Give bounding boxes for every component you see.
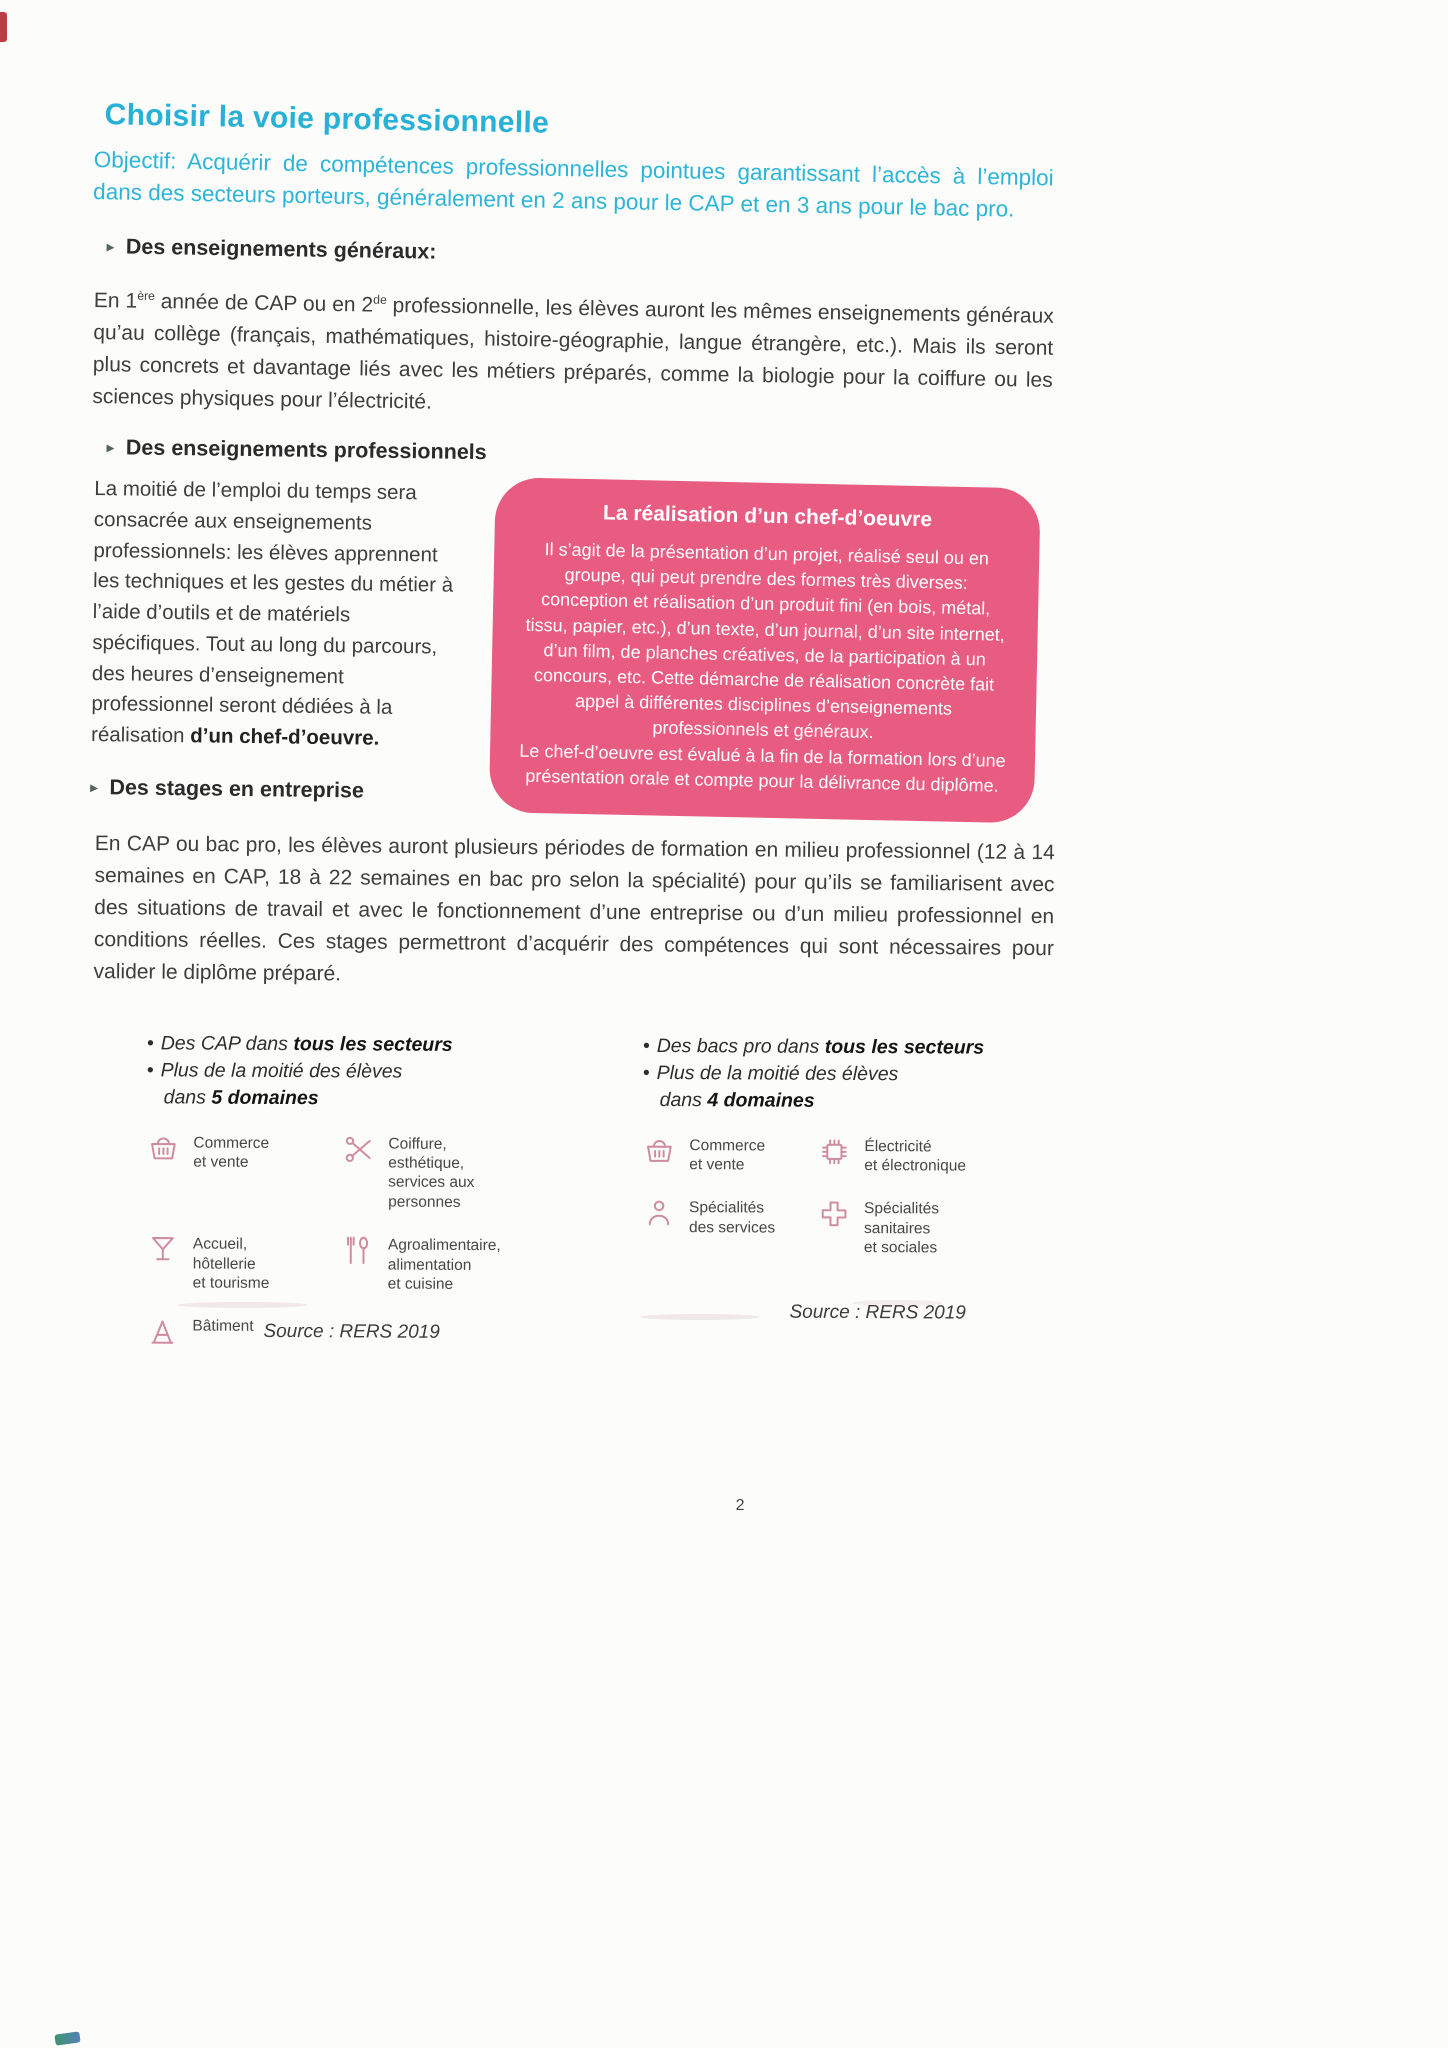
chef-doeuvre-callout <box>489 477 1041 823</box>
bacpro-stats-column <box>641 1033 1043 1347</box>
chip-icon <box>817 1134 851 1168</box>
bullet-dot-icon: • <box>642 1034 650 1057</box>
scan-artifact-teal <box>54 2031 80 2045</box>
bold-run: tous les secteurs <box>293 1032 453 1056</box>
document-header <box>93 98 1055 226</box>
arrow-bullet-icon: ▸ <box>90 778 98 795</box>
scissors-icon <box>341 1132 375 1166</box>
section-heading-text: Des enseignements généraux: <box>125 234 437 264</box>
domain-item-commerce <box>146 1131 341 1212</box>
bullet-dot-icon: • <box>642 1061 650 1084</box>
text-run: Des CAP dans <box>160 1032 294 1055</box>
domain-label: Électricité et électronique <box>864 1137 967 1175</box>
bold-run: d’un chef-d’oeuvre. <box>190 723 380 750</box>
medical-cross-icon <box>817 1197 851 1231</box>
section-enseignements-generaux <box>92 234 1055 429</box>
text-run: Plus de la moitié des élèves <box>160 1059 403 1083</box>
domain-label: Spécialités sanitaires et sociales <box>863 1200 940 1257</box>
cap-stats-column <box>145 1030 587 1345</box>
callout-body-1: Il s’agit de la présentation d’un projet, réalisé seul ou en groupe, qui peut prendre des formes très diverses: conception et réalisation d’un produit fini (en bois, métal, tissu, papier, etc.), d’un texte, d’un journal, d’un site internet, d’un film, de planches créatives, de la participation à un concours, etc. Cette démarche de réalisation concrète fait appel à différentes disciplines d’enseignements professionnels et généraux. <box>525 538 1005 742</box>
cutlery-icon <box>341 1233 375 1267</box>
bullet-line <box>147 1030 587 1059</box>
bullet-line <box>147 1084 587 1113</box>
bacpro-domains-grid <box>642 1133 1043 1258</box>
page-number: 2 <box>735 1497 745 1514</box>
callout-title: La réalisation d’un chef-d’oeuvre <box>602 500 933 531</box>
section-stages-paragraph <box>93 828 1054 997</box>
bold-run: 4 domaines <box>707 1088 815 1112</box>
cap-bullets <box>147 1030 587 1113</box>
domain-item-sanitaire <box>817 1197 1032 1258</box>
section-heading-text: Des enseignements professionnels <box>125 434 487 464</box>
professional-paragraph <box>91 473 465 755</box>
bacpro-bullets <box>643 1033 1043 1116</box>
text-run: professionnelle, les élèves auront les mêmes enseignements généraux qu’au collège (français, mathématiques, histoire-géographie, langue étrangère, etc.). Mais ils seront plus concrets et davantage liés avec les métiers préparés, comme la biologie pour la coiffure ou les sciences physiques pour l’électricité. <box>92 293 1054 414</box>
domain-item-accueil <box>146 1232 341 1293</box>
bullet-line <box>147 1057 587 1086</box>
callout-body-2: Le chef-d’oeuvre est évalué à la fin de la formation lors d’une présentation orale et compte pour la délivrance du diplôme. <box>519 739 1006 795</box>
section-heading-general <box>107 234 1055 275</box>
person-icon <box>642 1196 676 1230</box>
shopping-basket-icon <box>146 1131 180 1165</box>
arrow-bullet-icon: ▸ <box>106 238 114 255</box>
shopping-basket-icon <box>642 1133 676 1167</box>
domain-item-commerce <box>642 1133 817 1175</box>
domain-item-agro <box>341 1233 566 1294</box>
professional-two-column <box>90 473 1054 820</box>
domain-label: Bâtiment <box>192 1317 254 1336</box>
domain-label: Coiffure, esthétique, services aux personnes <box>388 1135 475 1211</box>
bullet-dot-icon: • <box>146 1032 154 1055</box>
document-content <box>90 98 1055 1344</box>
page-title: Choisir la voie professionnelle <box>104 98 550 140</box>
section-heading-stages <box>90 774 460 804</box>
bullet-line <box>643 1087 1043 1116</box>
statistics-section <box>93 1030 1055 1347</box>
domain-label: Commerce et vente <box>193 1134 270 1171</box>
bullet-line <box>643 1060 1043 1089</box>
domain-label: Spécialités des services <box>688 1199 776 1237</box>
source-caption-bacpro: Source : RERS 2019 <box>789 1301 966 1324</box>
stages-paragraph: En CAP ou bac pro, les élèves auront plusieurs périodes de formation en milieu professionnel (12 à 14 semaines en CAP, 18 à 22 semaines en bac pro selon la spécialité) pour qu’ils se familiarisent avec des situations de travail et avec le fonctionnement d’une entreprise ou d’un milieu professionnel en conditions réelles. Ces stages permettront d’acquérir des compétences qui sont nécessaires pour valider le diplôme préparé. <box>93 832 1055 986</box>
domain-label: Commerce et vente <box>689 1136 766 1174</box>
superscript-ere: ère <box>137 288 155 303</box>
objective-paragraph: Objectif: Acquérir de compétences professionnelles pointues garantissant l’accès à l’emploi dans des secteurs porteurs, généralement en 2 ans pour le CAP et en 3 ans pour le bac pro. <box>92 146 1054 222</box>
text-run: année de CAP ou en 2 <box>154 289 374 317</box>
domain-label: Agroalimentaire, alimentation et cuisine <box>387 1236 501 1293</box>
general-paragraph <box>92 285 1054 429</box>
superscript-de: de <box>373 292 387 307</box>
professional-text-column <box>90 473 464 813</box>
text-run: En 1 <box>93 288 138 313</box>
text-run: Des bacs pro dans <box>656 1034 825 1058</box>
bold-run: tous les secteurs <box>824 1035 985 1059</box>
scan-artifact-red <box>0 12 7 42</box>
bullet-dot-icon: • <box>146 1059 154 1082</box>
cocktail-icon <box>146 1232 180 1266</box>
cap-domains-grid <box>145 1131 586 1351</box>
text-run: dans <box>163 1086 212 1109</box>
section-heading-professionnels <box>107 435 1055 472</box>
arrow-bullet-icon: ▸ <box>106 438 114 455</box>
text-run: La moitié de l’emploi du temps sera consacrée aux enseignements professionnels: les élèves apprennent les techniques et les gestes du métier à l’aide d’outils et de matériels spécifiques. Tout au long du parcours, des heures d’enseignement professionnel seront dédiées à la réalisation <box>90 476 454 747</box>
bold-run: 5 domaines <box>211 1086 319 1109</box>
section-enseignements-professionnels <box>90 435 1055 821</box>
house-icon <box>145 1315 179 1349</box>
domain-item-coiffure <box>341 1132 566 1213</box>
text-run: dans <box>659 1088 708 1111</box>
text-run: Plus de la moitié des élèves <box>656 1061 899 1086</box>
source-caption-cap: Source : RERS 2019 <box>263 1321 440 1344</box>
domain-label: Accueil, hôtellerie et tourisme <box>192 1235 270 1292</box>
domain-item-electricite <box>817 1134 1032 1176</box>
bullet-line <box>643 1033 1043 1062</box>
section-heading-text: Des stages en entreprise <box>109 774 365 802</box>
domain-item-services <box>642 1196 817 1257</box>
